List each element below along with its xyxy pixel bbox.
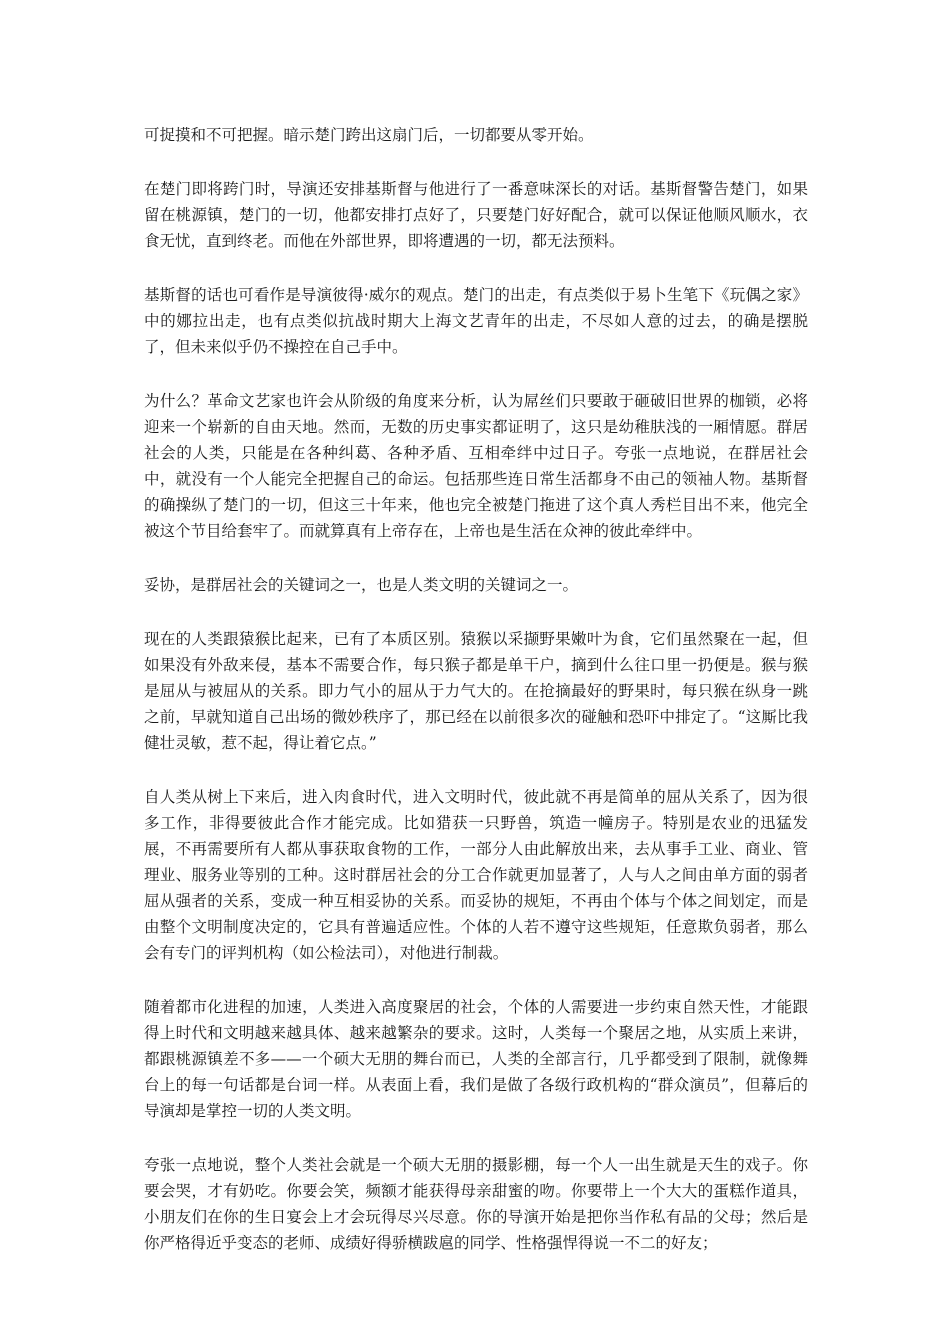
paragraph: 基斯督的话也可看作是导演彼得·威尔的观点。楚门的出走，有点类似于易卜生笔下《玩偶之家》中的娜拉出走，也有点类似抗战时期大上海文艺青年的出走，不尽如人意的过去，的确是摆脱了，但未来似乎仍不操控在自己手中。 <box>144 286 808 356</box>
paragraph: 自人类从树上下来后，进入肉食时代，进入文明时代，彼此就不再是简单的屈从关系了，因为很多工作，非得要彼此合作才能完成。比如猎获一只野兽，筑造一幢房子。特别是农业的迅猛发展，不再需要所有人都从事获取食物的工作，一部分人由此解放出来，去从事手工业、商业、管理业、服务业等别的工种。这时群居社会的分工合作就更加显著了，人与人之间由单方面的弱者屈从强者的关系，变成一种互相妥协的关系。而妥协的规矩，不再由个体与个体之间划定，而是由整个文明制度决定的，它具有普遍适应性。个体的人若不遵守这些规矩，任意欺负弱者，那么会有专门的评判机构（如公检法司），对他进行制裁。 <box>144 788 808 962</box>
paragraph: 可捉摸和不可把握。暗示楚门跨出这扇门后，一切都要从零开始。 <box>144 126 594 144</box>
paragraph: 在楚门即将跨门时，导演还安排基斯督与他进行了一番意味深长的对话。基斯督警告楚门，如果留在桃源镇，楚门的一切，他都安排打点好了，只要楚门好好配合，就可以保证他顺风顺水，衣食无忧，直到终老。而他在外部世界，即将遭遇的一切，都无法预料。 <box>144 180 808 250</box>
paragraph: 现在的人类跟猿猴比起来，已有了本质区别。猿猴以采撷野果嫩叶为食，它们虽然聚在一起，但如果没有外敌来侵，基本不需要合作，每只猴子都是单干户，摘到什么往口里一扔便是。猴与猴是屈从与被屈从的关系。即力气小的屈从于力气大的。在抢摘最好的野果时，每只猴在纵身一跳之前，早就知道自己出场的微妙秩序了，那已经在以前很多次的碰触和恐吓中排定了。“这厮比我健壮灵敏，惹不起，得让着它点。” <box>144 630 808 752</box>
document-body <box>144 122 808 1284</box>
paragraph: 妥协，是群居社会的关键词之一，也是人类文明的关键词之一。 <box>144 576 579 594</box>
paragraph: 夸张一点地说，整个人类社会就是一个硕大无朋的摄影棚，每一个人一出生就是天生的戏子。你要会哭，才有奶吃。你要会笑，频额才能获得母亲甜蜜的吻。你要带上一个大大的蛋糕作道具，小朋友们在你的生日宴会上才会玩得尽兴尽意。你的导演开始是把你当作私有品的父母；然后是你严格得近乎变态的老师、成绩好得骄横跋扈的同学、性格强悍得说一不二的好友； <box>144 1156 808 1252</box>
paragraph: 随着都市化进程的加速，人类进入高度聚居的社会，个体的人需要进一步约束自然天性，才能跟得上时代和文明越来越具体、越来越繁杂的要求。这时，人类每一个聚居之地，从实质上来讲，都跟桃源镇差不多——一个硕大无朋的舞台而已，人类的全部言行，几乎都受到了限制，就像舞台上的每一句话都是台词一样。从表面上看，我们是做了各级行政机构的“群众演员”，但幕后的导演却是掌控一切的人类文明。 <box>144 998 808 1120</box>
paragraph: 为什么？革命文艺家也许会从阶级的角度来分析，认为屌丝们只要敢于砸破旧世界的枷锁，必将迎来一个崭新的自由天地。然而，无数的历史事实都证明了，这只是幼稚肤浅的一厢情愿。群居社会的人类，只能是在各种纠葛、各种矛盾、互相牵绊中过日子。夸张一点地说，在群居社会中，就没有一个人能完全把握自己的命运。包括那些连日常生活都身不由己的领袖人物。基斯督的确操纵了楚门的一切，但这三十年来，他也完全被楚门拖进了这个真人秀栏目出不来，他完全被这个节目给套牢了。而就算真有上帝存在，上帝也是生活在众神的彼此牵绊中。 <box>144 392 808 540</box>
